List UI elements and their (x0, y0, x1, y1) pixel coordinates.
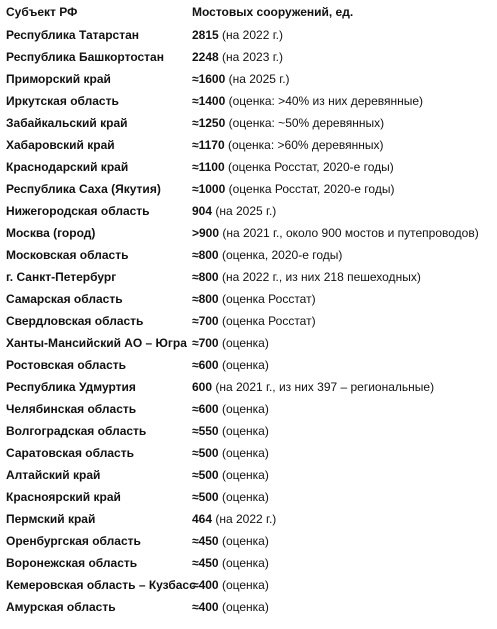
row-value-note: (на 2022 г.) (212, 512, 277, 526)
table-row (0, 442, 497, 464)
table-row (0, 46, 497, 68)
row-value-number: ≈550 (192, 424, 219, 438)
row-value-number: ≈700 (192, 336, 219, 350)
row-subject: Республика Удмуртия (6, 380, 136, 394)
row-value-note: (оценка) (218, 600, 269, 614)
row-value-number: ≈1250 (192, 116, 226, 130)
row-value-note: (оценка) (218, 534, 269, 548)
row-value (192, 376, 434, 398)
row-value-note: (на 2023 г.) (218, 50, 283, 64)
table-row (0, 244, 497, 266)
row-subject: Амурская область (6, 600, 116, 614)
row-value (192, 266, 421, 288)
row-value-number: ≈500 (192, 446, 219, 460)
row-value-note: (оценка: >60% деревянных) (224, 138, 384, 152)
row-value-note: (оценка Росстат) (218, 314, 316, 328)
row-subject: Красноярский край (6, 490, 121, 504)
row-subject: г. Санкт-Петербург (6, 270, 117, 284)
row-subject: Свердловская область (6, 314, 144, 328)
row-value-number: 600 (192, 380, 213, 394)
row-value-note: (оценка) (218, 468, 269, 482)
row-value (192, 398, 269, 420)
row-value (192, 90, 423, 112)
row-value-number: ≈800 (192, 270, 219, 284)
row-subject: Москва (город) (6, 226, 96, 240)
table-row (0, 90, 497, 112)
row-value-number: ≈800 (192, 292, 219, 306)
row-value (192, 574, 269, 596)
row-value (192, 530, 269, 552)
table-row (0, 310, 497, 332)
table-row (0, 464, 497, 486)
table-row (0, 134, 497, 156)
table-row (0, 266, 497, 288)
row-value-note: (на 2025 г.) (212, 204, 277, 218)
row-value-note: (оценка) (218, 358, 269, 372)
row-subject: Нижегородская область (6, 204, 150, 218)
row-value (192, 156, 394, 178)
row-value-number: ≈600 (192, 358, 219, 372)
row-value-number: 464 (192, 512, 213, 526)
row-value (192, 244, 342, 266)
row-subject: Хабаровский край (6, 138, 115, 152)
table-row (0, 332, 497, 354)
row-subject: Самарская область (6, 292, 123, 306)
row-value (192, 222, 479, 244)
table-header-row (0, 0, 497, 24)
header-subject: Субъект РФ (6, 5, 78, 19)
row-value-note: (на 2025 г.) (225, 72, 290, 86)
row-subject: Пермский край (6, 512, 96, 526)
row-value-number: 2248 (192, 50, 219, 64)
table-row (0, 156, 497, 178)
row-subject: Республика Башкортостан (6, 50, 164, 64)
row-value-note: (оценка: >40% из них деревянные) (225, 94, 424, 108)
row-value-note: (оценка: ~50% деревянных) (225, 116, 385, 130)
row-value (192, 420, 269, 442)
row-subject: Ханты-Мансийский АО – Югра (6, 336, 187, 350)
table-row (0, 552, 497, 574)
row-value (192, 178, 394, 200)
row-subject: Челябинская область (6, 402, 137, 416)
row-value (192, 288, 316, 310)
row-value (192, 596, 269, 618)
row-value (192, 332, 269, 354)
header-value: Мостовых сооружений, ед. (192, 5, 354, 19)
row-subject: Республика Татарстан (6, 28, 140, 42)
table-row (0, 486, 497, 508)
row-value-note: (оценка) (218, 556, 269, 570)
row-value-note: (на 2022 г.) (218, 28, 283, 42)
row-value (192, 134, 384, 156)
row-value-number: ≈1000 (192, 182, 226, 196)
table-row (0, 508, 497, 530)
table-row (0, 200, 497, 222)
row-value (192, 552, 269, 574)
row-value-note: (на 2022 г., из них 218 пешеходных) (218, 270, 421, 284)
row-value-note: (на 2021 г., около 900 мостов и путепроводов) (219, 226, 479, 240)
row-value-number: >900 (192, 226, 220, 240)
table-row (0, 420, 497, 442)
row-value (192, 310, 316, 332)
row-value-number: ≈700 (192, 314, 219, 328)
row-subject: Оренбургская область (6, 534, 141, 548)
row-value (192, 508, 276, 530)
row-value-number: ≈450 (192, 556, 219, 570)
row-subject: Алтайский край (6, 468, 101, 482)
row-value-number: ≈400 (192, 578, 219, 592)
row-value-note: (оценка Росстат, 2020-е годы) (225, 182, 395, 196)
row-value (192, 464, 269, 486)
table-row (0, 222, 497, 244)
table-row (0, 178, 497, 200)
row-value (192, 486, 269, 508)
row-value-number: ≈600 (192, 402, 219, 416)
row-value-number: ≈800 (192, 248, 219, 262)
row-value (192, 442, 269, 464)
table-row (0, 288, 497, 310)
row-value-number: ≈500 (192, 468, 219, 482)
row-value-note: (оценка) (218, 402, 269, 416)
row-value (192, 24, 283, 46)
row-value-note: (оценка, 2020-е годы) (218, 248, 343, 262)
row-subject: Приморский край (6, 72, 111, 86)
row-value-number: 904 (192, 204, 213, 218)
row-subject: Воронежская область (6, 556, 138, 570)
row-value (192, 112, 384, 134)
row-value-number: ≈1600 (192, 72, 226, 86)
table-row (0, 398, 497, 420)
row-subject: Иркутская область (6, 94, 119, 108)
row-value-note: (оценка Росстат, 2020-е годы) (224, 160, 394, 174)
row-subject: Республика Саха (Якутия) (6, 182, 161, 196)
row-value-number: ≈400 (192, 600, 219, 614)
table-row (0, 574, 497, 596)
table-row (0, 112, 497, 134)
row-value-note: (оценка) (218, 490, 269, 504)
row-value-number: ≈500 (192, 490, 219, 504)
row-subject: Ростовская область (6, 358, 127, 372)
table-body (0, 24, 497, 618)
row-value-number: ≈1400 (192, 94, 226, 108)
row-subject: Кемеровская область – Кузбасс (6, 578, 196, 592)
row-value-number: ≈450 (192, 534, 219, 548)
table-row (0, 530, 497, 552)
row-value-number: ≈1170 (192, 138, 225, 152)
row-subject: Забайкальский край (6, 116, 128, 130)
table-row (0, 354, 497, 376)
table-row (0, 376, 497, 398)
row-subject: Волгоградская область (6, 424, 147, 438)
row-value (192, 200, 276, 222)
row-value (192, 68, 290, 90)
row-value-number: ≈1100 (192, 160, 225, 174)
row-value (192, 354, 269, 376)
row-value (192, 46, 283, 68)
table-row (0, 596, 497, 618)
row-subject: Московская область (6, 248, 129, 262)
row-value-note: (оценка Росстат) (218, 292, 316, 306)
row-value-number: 2815 (192, 28, 219, 42)
row-value-note: (оценка) (218, 578, 269, 592)
row-value-note: (на 2021 г., из них 397 – региональные) (212, 380, 435, 394)
row-value-note: (оценка) (218, 424, 269, 438)
row-subject: Саратовская область (6, 446, 134, 460)
table-row (0, 68, 497, 90)
row-subject: Краснодарский край (6, 160, 129, 174)
row-value-note: (оценка) (218, 446, 269, 460)
table-row (0, 24, 497, 46)
row-value-note: (оценка) (218, 336, 269, 350)
